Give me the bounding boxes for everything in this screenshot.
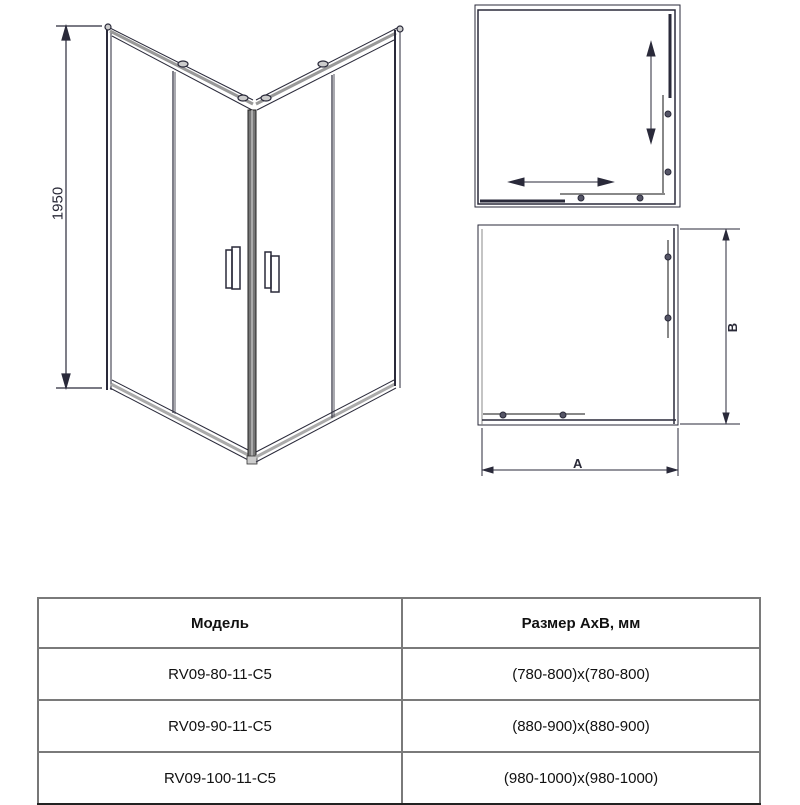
cell-model: RV09-90-11-C5 <box>38 700 402 752</box>
table-row <box>38 752 760 804</box>
slide-arrow-horizontal-icon <box>509 178 613 186</box>
table-row <box>38 648 760 700</box>
height-dimension-label: 1950 <box>49 186 67 221</box>
cell-model: RV09-100-11-C5 <box>38 752 402 804</box>
cell-size: (780-800)х(780-800) <box>402 648 760 700</box>
table-header-row <box>38 598 760 648</box>
header-size: Размер АхВ, мм <box>402 598 760 648</box>
width-dimension-label: A <box>573 456 583 471</box>
door-handle-left-icon <box>226 247 240 289</box>
top-view-dimensioned <box>478 225 740 476</box>
door-handle-right-icon <box>265 252 279 292</box>
table-row <box>38 700 760 752</box>
cell-model: RV09-80-11-C5 <box>38 648 402 700</box>
top-view-open <box>475 5 680 207</box>
model-size-table <box>37 597 761 805</box>
cell-size: (980-1000)х(980-1000) <box>402 752 760 804</box>
depth-dimension-label: B <box>725 322 741 333</box>
perspective-view <box>56 24 403 464</box>
slide-arrow-vertical-icon <box>647 42 655 143</box>
header-model: Модель <box>38 598 402 648</box>
cell-size: (880-900)х(880-900) <box>402 700 760 752</box>
